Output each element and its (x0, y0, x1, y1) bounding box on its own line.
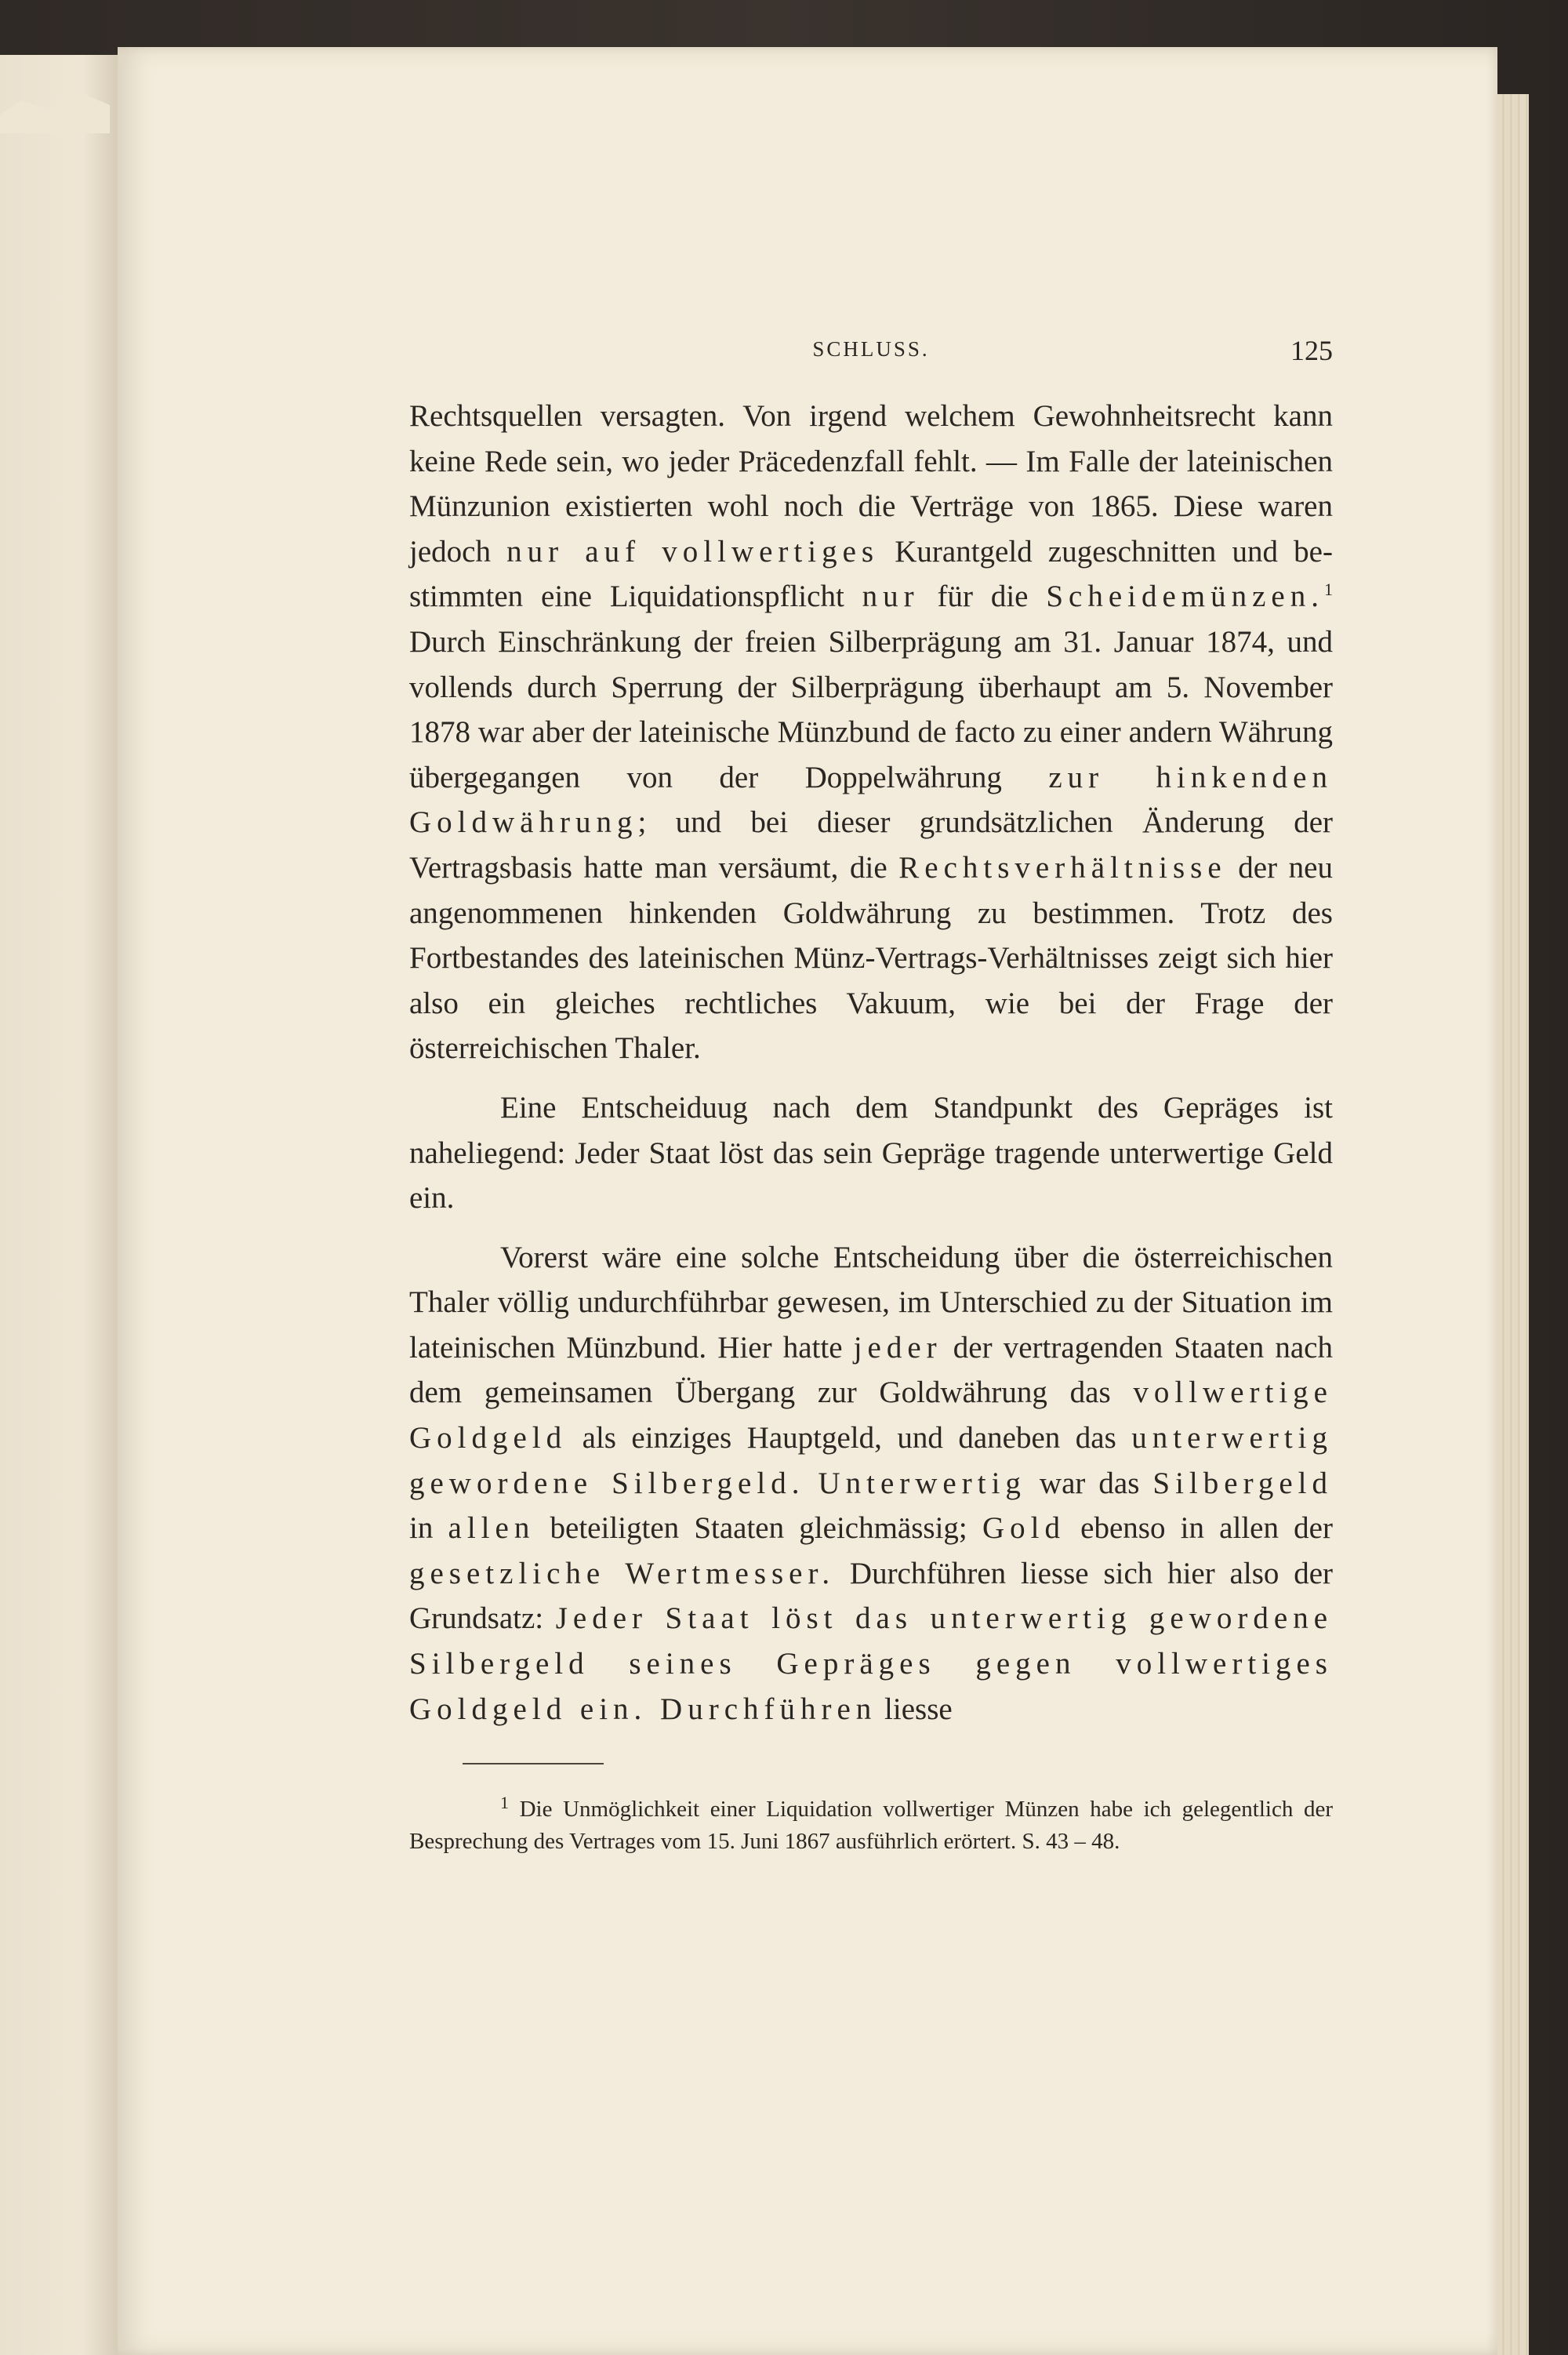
emphasis-spaced: Unterwertig (818, 1466, 1026, 1500)
text-run: Vorerst wäre eine solche Entscheidung über die österreichischen Thaler völlig undurchführbar gewesen, im Unterschied zu der Situation im lateinischen Münzbund. Hier hatte (409, 1240, 1333, 1365)
emphasis-spaced: Rechtsverhältnisse (898, 850, 1227, 885)
text-run: Münzen habe ich gelegentlich der Besprechung des Vertrages vom 15. Juni 1867 ausführlich erörtert. S. 43 – 48. (409, 1797, 1333, 1855)
emphasis-spaced: nur (862, 580, 920, 614)
emphasis-spaced: Jeder Staat löst das unterwertig gewordene Silbergeld seines Gepräges gegen vollwertiges Goldgeld ein. Durchführen (409, 1601, 1334, 1726)
text-run: in (409, 1511, 448, 1546)
text-run: Durchführen liesse sich hier also der Grundsatz: (409, 1556, 1334, 1636)
paragraph-3 (409, 1235, 1333, 1732)
emphasis-spaced: zur hinkenden Goldwährung (409, 760, 1333, 840)
text-run: Durch Einschränkung der freien Silberprägung am 31. Januar 1874, und vollends durch Sperrung der Silberprägung überhaupt am 5. November 1878 war aber der lateinische Münzbund de facto zu einer andern Währung übergegangen von der Doppelwährung (409, 624, 1333, 794)
paragraph-2: Eine Entscheiduug nach dem Standpunkt des Gepräges ist naheliegend: Jeder Staat löst das sein Gepräge tragende unterwertige Geld ein. (409, 1090, 1333, 1216)
text-run: als einziges Hauptgeld, und daneben das (567, 1421, 1132, 1456)
text-run: Kurantgeld zugeschnitten und bestimmten eine Liquidationspflicht (409, 534, 1333, 614)
text-run (804, 1466, 818, 1500)
book-page (118, 47, 1497, 2355)
text-run: Rechtsquellen versagten. Von irgend welchem Gewohnheitsrecht kann keine Rede sein, wo jeder Präcedenzfall fehlt. — Im Falle der lateinischen Münzunion existierten wohl noch die Verträge von 1865. Diese waren jedoch (409, 399, 1333, 569)
text-run: der neu angenommenen hinkenden Goldwährung zu bestimmen. Trotz des Fortbestandes des lateinischen Münz-Vertrags-Verhältnisses zeigt sich hier also ein gleiches rechtliches Vakuum, wie bei der Frage der österreichischen Thaler. (409, 850, 1333, 1066)
footnote (409, 1786, 1333, 1858)
footnote-marker: 1 (500, 1793, 509, 1813)
page-content (409, 337, 1333, 1858)
text-run: der vertragenden Staaten nach dem gemeinsamen Übergang zur Goldwährung das (409, 1330, 1333, 1410)
torn-paper-edge (0, 86, 110, 133)
text-run: für die (919, 580, 1047, 614)
paragraph-1 (409, 394, 1333, 1071)
emphasis-spaced: vollwertiger (883, 1797, 994, 1823)
emphasis-spaced: nur auf vollwertiges (506, 534, 880, 569)
text-run: ebenso in allen der (1065, 1511, 1333, 1546)
emphasis-spaced: Gold (982, 1511, 1065, 1546)
footnote-reference: 1 (1324, 580, 1333, 600)
text-run: Die Unmöglichkeit einer Liquidation (509, 1797, 884, 1823)
footnote-divider (463, 1763, 604, 1764)
text-run: beteiligten Staaten gleichmässig; (535, 1511, 982, 1546)
emphasis-spaced: vollwertige Goldgeld (409, 1376, 1333, 1456)
emphasis-spaced: gesetzliche Wertmesser. (409, 1556, 836, 1590)
page-number: 125 (1290, 335, 1333, 366)
emphasis-spaced: Scheidemünzen. (1046, 580, 1324, 614)
emphasis-spaced: unterwertig gewordene Silbergeld. (409, 1421, 1333, 1500)
emphasis-spaced: Silbergeld (1152, 1466, 1334, 1500)
emphasis-spaced: jeder (853, 1330, 942, 1365)
running-head-title: SCHLUSS. (812, 337, 930, 361)
running-head (409, 337, 1333, 384)
emphasis-spaced: allen (448, 1511, 535, 1546)
text-run: war das (1025, 1466, 1153, 1500)
left-page-edge (0, 55, 119, 2355)
text-run: liesse (877, 1692, 953, 1726)
text-run: ; und bei dieser grundsätzlichen Änderung der Vertragsbasis hatte man versäumt, die (409, 805, 1333, 885)
